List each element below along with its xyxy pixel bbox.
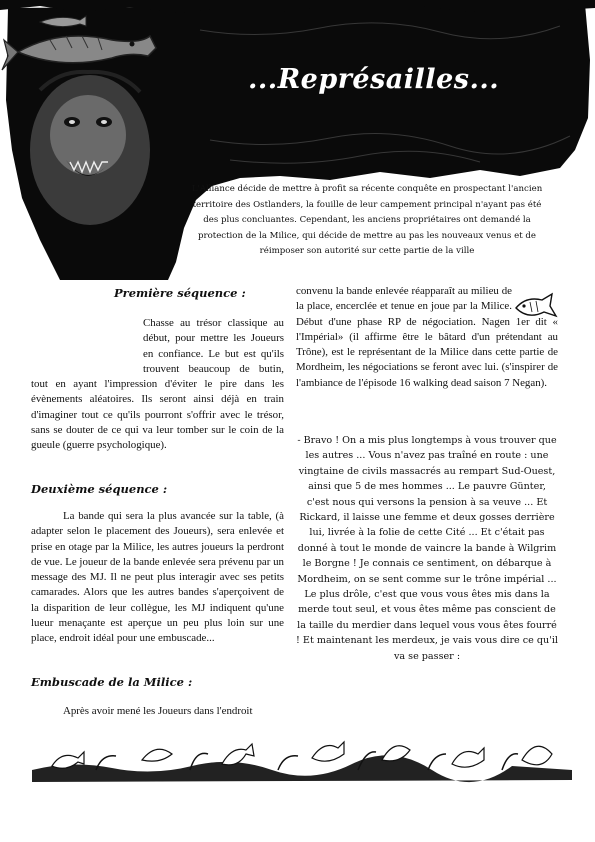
section-text-ambush: Après avoir mené les Joueurs dans l'endroit <box>63 705 253 717</box>
intro-paragraph: L'Alliance décide de mettre à profit sa récente conquête en prospectant l'ancien territoire des Ostlanders, la fouille de leur campement principal n'ayant pas été des plus concluantes. Cependant, les anciens propriétaires ont demandé la protection de la Milice, qui décide de mettre au pas les nouveaux venus et de réimposer son autorité sur cette partie de la ville <box>191 184 543 257</box>
section-heading-second: Deuxième séquence : <box>31 482 168 496</box>
footer-frieze-ornament <box>32 720 572 800</box>
section-text-second: La bande qui sera la plus avancée sur la table, (à adapter selon le placement des Joueurs), sera enlevée et prise en otage par la Milice, les autres joueurs la perdront de vue. Le joueur de la bande enlevée sera prévenu par un message des MJ. Il ne peut plus interagir avec ses petits camarades. Alors que les autres bandes s'aperçoivent de la disparition de leur collègue, les MJ indiquent qu'une lueur menaçante est aperçue un peu plus loin sur une place, endroit idéal pour une embuscade... <box>31 510 284 645</box>
section-heading-first: Première séquence : <box>114 286 246 300</box>
section-text-first-wrap <box>31 316 284 454</box>
page-title: ...Représailles... <box>248 64 500 95</box>
negan-quote: - Bravo ! On a mis plus longtemps à vous trouver que les autres ... Vous n'avez pas traîné en route : une vingtaine de civils massacrés au rempart Sud-Ouest, ainsi que 5 de mes hommes ... Le pauvre Günter, c'est nous qui versons la pension à sa veuve ... Et Rickard, il laisse une femme et deux gosses derrière lui, livrée à la folie de cette Cité ... Et c'était pas donné à tout le monde de vaincre la bande à Wilgrim le Borgne ! Je connais ce sentiment, on débarque à Mordheim, on se sent comme sur le trône impérial ... Le plus drôle, c'est que vous vous êtes mis dans la merde tout seul, et vous êtes même pas conscient de la taille du merdier dans lequel vous vous êtes fourré ! Et maintenant les merdeux, je vais vous dire ce qu'il va se passer : <box>296 435 558 662</box>
right-column-text: convenu la bande enlevée réapparaît au milieu de la place, encerclée et tenue en joue par la Milice. Début d'une phase RP de négociation. Nagen 1er dit « l'Impérial» (il affirme être le bâtard d'un prétendant au Trône), est le représentant de la Milice dans cette partie de Mordheim, les négociations se feront avec lui. (s'inspirer de l'ambiance de l'épisode 16 walking dead saison 7 Negan). <box>296 285 558 389</box>
text-wrap-spacer <box>31 316 143 377</box>
section-text-first: Chasse au trésor classique au début, pour mettre les Joueurs en confiance. Le but est qu'ils trouvent beaucoup de butin, tout en ayant l'impression d'éviter le pire dans les évènements aléatoires. Ils seront ainsi déjà en train d'imaginer tout ce qu'ils pourront s'offrir avec le trésor, sans se douter de ce qui va leur tomber sur le coin de la gueule (guerre psychologique). <box>31 317 284 452</box>
fish-ornament-icon <box>512 290 558 322</box>
section-heading-ambush: Embuscade de la Milice : <box>31 675 193 689</box>
